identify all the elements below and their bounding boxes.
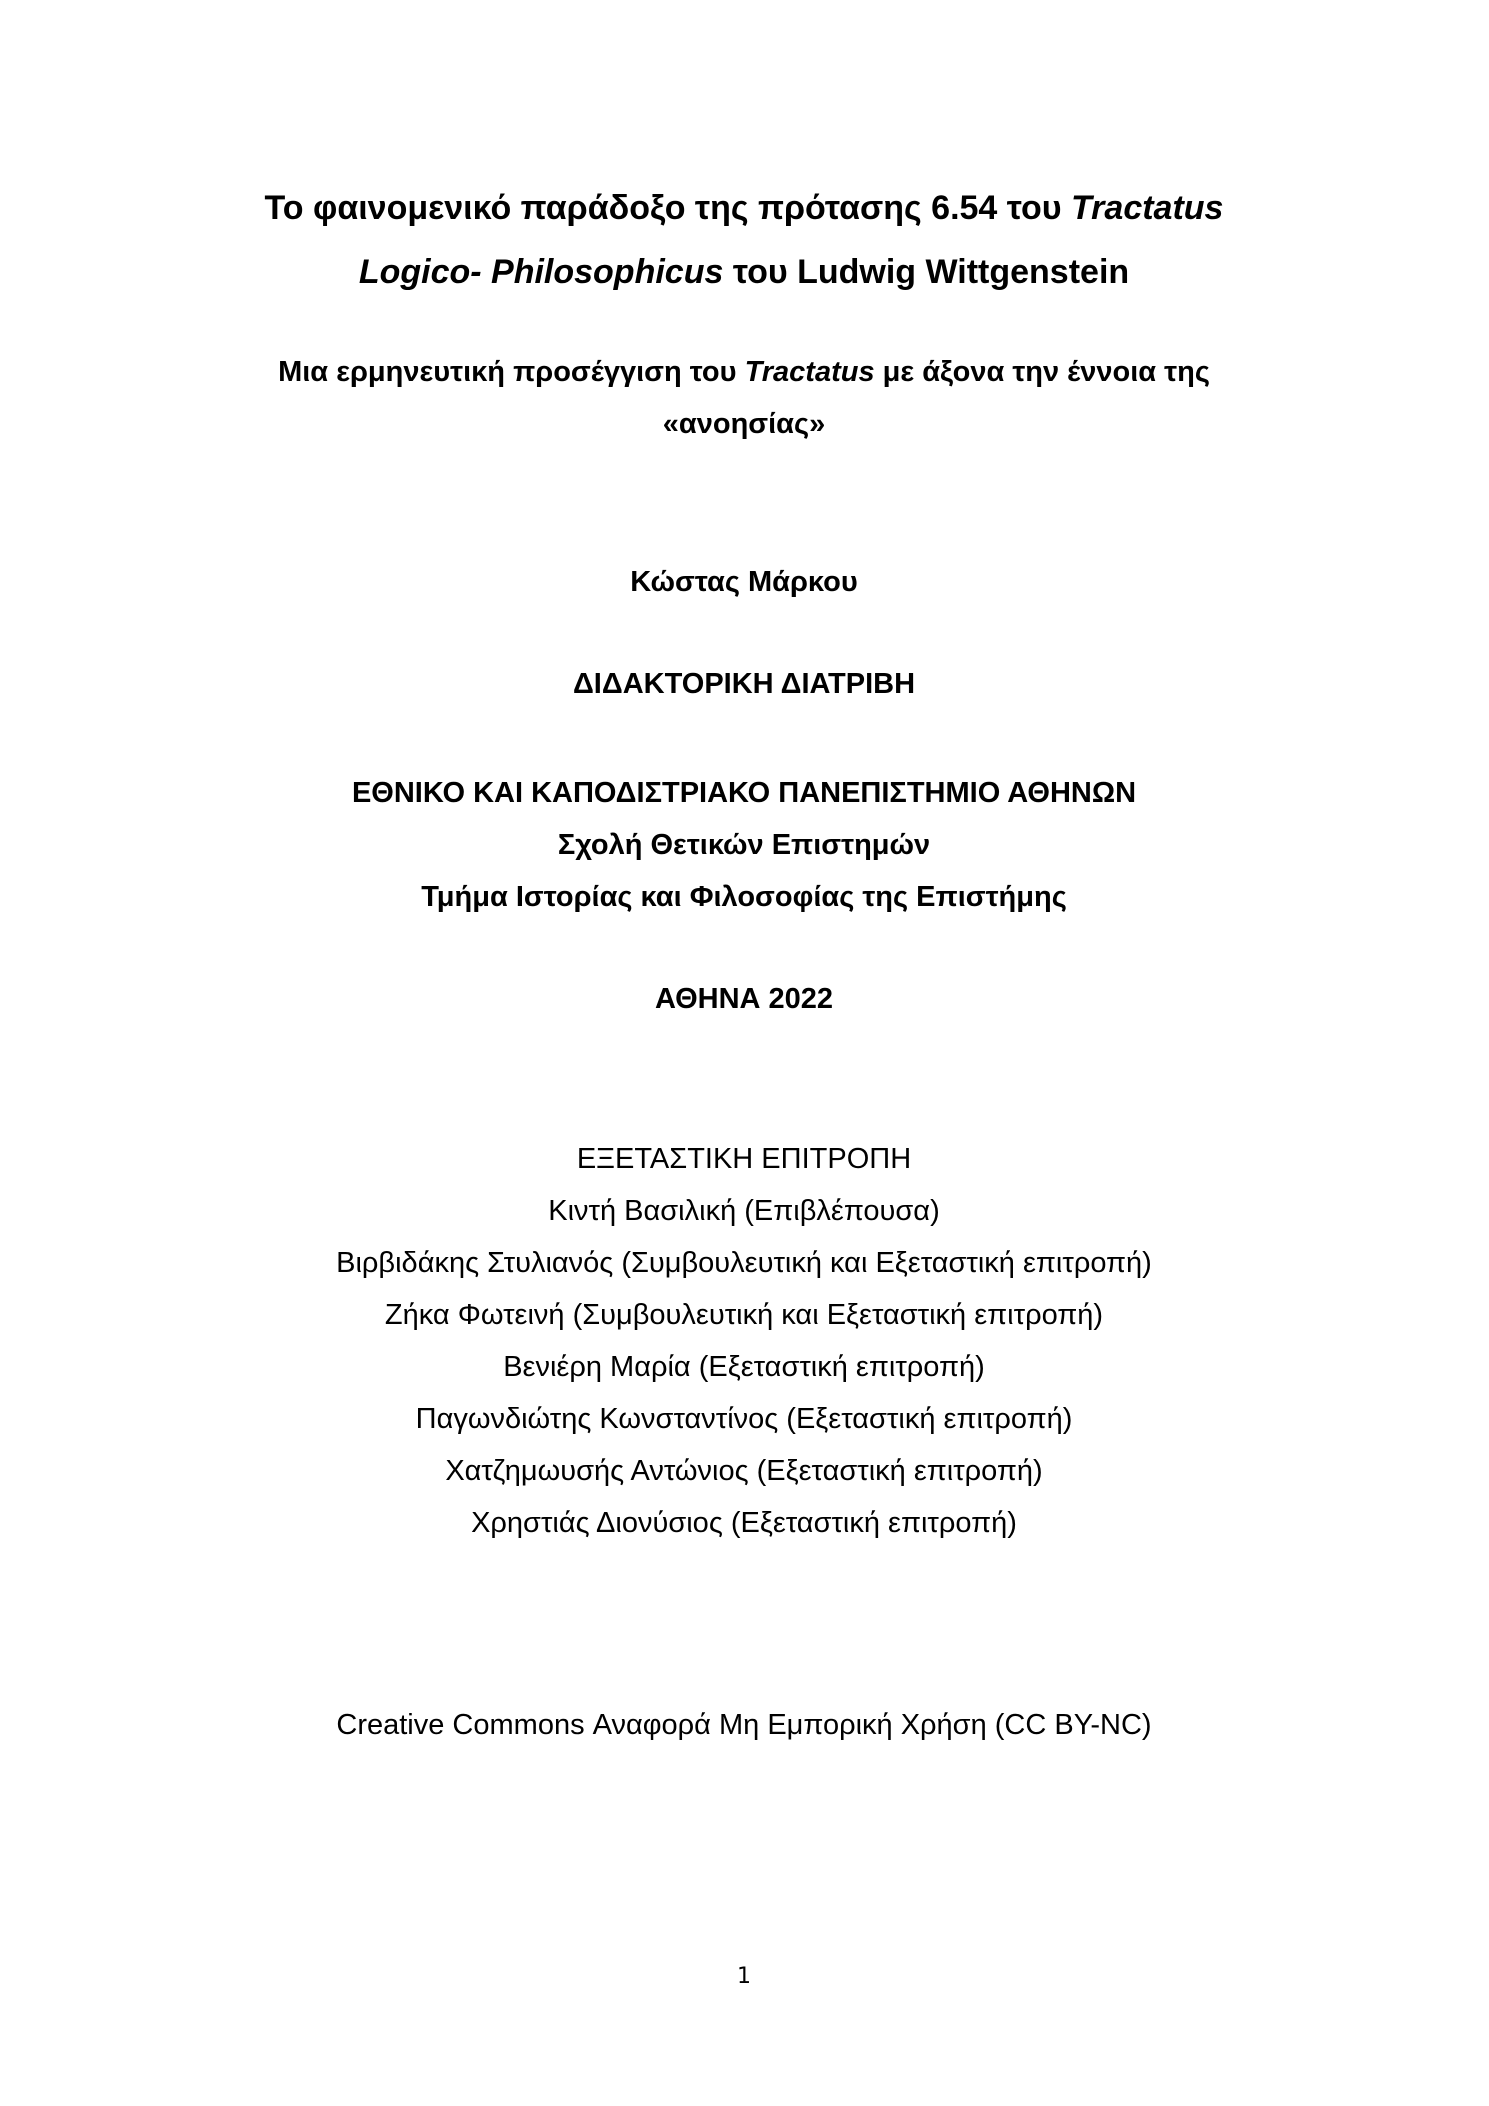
committee-member: Παγωνδιώτης Κωνσταντίνος (Εξεταστική επιτροπή) <box>415 1403 1073 1435</box>
title-text: Το φαινομενικό παράδοξο της πρότασης 6.54 του <box>264 189 1072 227</box>
page-number: 1 <box>737 1964 751 1989</box>
title-text-author-ref: του Ludwig Wittgenstein <box>723 253 1130 291</box>
committee-heading: ΕΞΕΤΑΣΤΙΚΗ ΕΠΙΤΡΟΠΗ <box>576 1143 912 1175</box>
department-name: Τμήμα Ιστορίας και Φιλοσοφίας της Επιστήμης <box>421 881 1067 913</box>
thesis-type: ΔΙΔΑΚΤΟΡΙΚΗ ΔΙΑΤΡΙΒΗ <box>572 668 916 700</box>
subtitle-line-2: «ανοησίας» <box>662 408 826 440</box>
committee-member: Χρηστιάς Διονύσιος (Εξεταστική επιτροπή) <box>471 1507 1017 1539</box>
place-year: ΑΘΗΝΑ 2022 <box>654 983 834 1015</box>
thesis-subtitle <box>194 346 1294 450</box>
title-line-2 <box>194 240 1294 304</box>
committee-member: Βιρβιδάκης Στυλιανός (Συμβουλευτική και Εξεταστική επιτροπή) <box>336 1247 1152 1279</box>
thesis-title <box>194 176 1294 304</box>
title-italic-logico-philosophicus: Logico- Philosophicus <box>358 253 724 291</box>
subtitle-line-1 <box>194 346 1294 398</box>
subtitle-italic-tractatus: Tractatus <box>744 356 875 388</box>
title-italic-tractatus: Tractatus <box>1071 189 1224 227</box>
university-name: ΕΘΝΙΚΟ ΚΑΙ ΚΑΠΟΔΙΣΤΡΙΑΚΟ ΠΑΝΕΠΙΣΤΗΜΙΟ ΑΘΗΝΩΝ <box>351 777 1137 809</box>
subtitle-text-suffix: με άξονα την έννοια της <box>874 356 1210 388</box>
author-name: Κώστας Μάρκου <box>630 566 858 598</box>
committee-member: Ζήκα Φωτεινή (Συμβουλευτική και Εξεταστική επιτροπή) <box>384 1299 1104 1331</box>
license-notice: Creative Commons Αναφορά Μη Εμπορική Χρήση (CC BY-NC) <box>336 1709 1152 1741</box>
committee-member: Κιντή Βασιλική (Επιβλέπουσα) <box>548 1195 940 1227</box>
committee-member: Χατζημωυσής Αντώνιος (Εξεταστική επιτροπή) <box>445 1455 1043 1487</box>
institution-block <box>194 767 1294 923</box>
school-name: Σχολή Θετικών Επιστημών <box>557 829 931 861</box>
title-line-1 <box>194 176 1294 240</box>
committee-member: Βενιέρη Μαρία (Εξεταστική επιτροπή) <box>503 1351 985 1383</box>
subtitle-text: Μια ερμηνευτική προσέγγιση του <box>278 356 745 388</box>
examination-committee <box>194 1133 1294 1549</box>
